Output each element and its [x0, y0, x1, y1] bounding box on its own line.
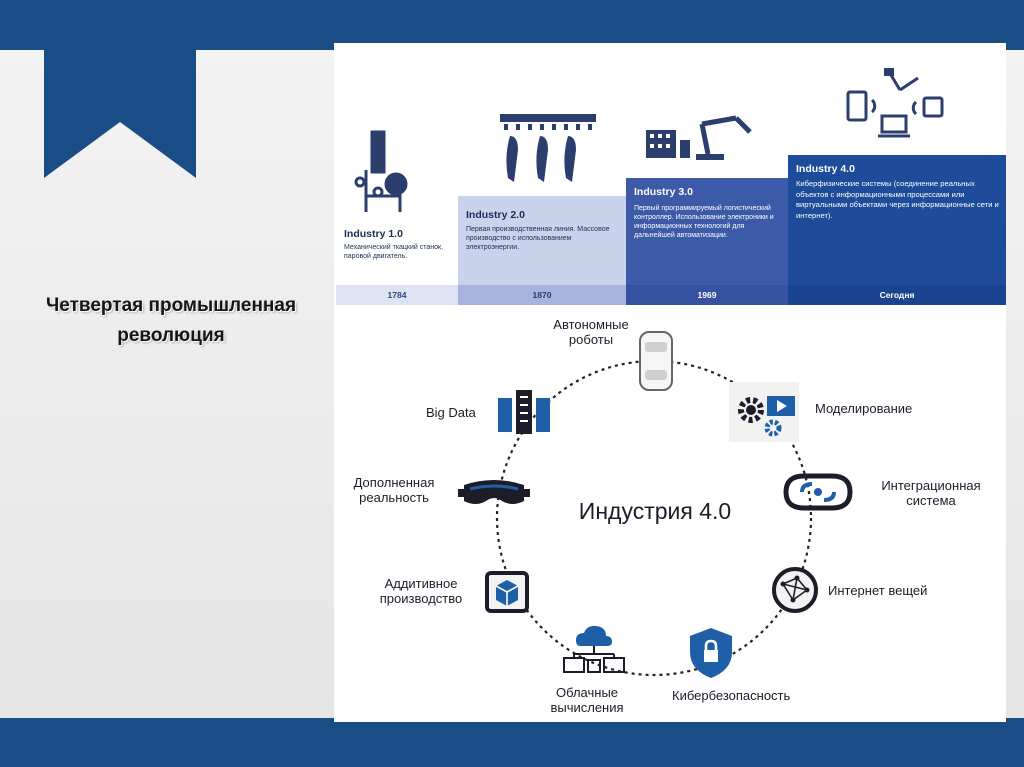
stage-description: Киберфизические системы (соединение реальных объектов с информационными процессами или виртуальными объектами через информационные сети и интернет). [796, 179, 999, 220]
node-label-additive-manufacturing: Аддитивное производство [379, 576, 463, 606]
big-data-server-icon [494, 388, 552, 436]
cloud-computing-icon [562, 622, 626, 676]
stage-heading: Industry 2.0 [466, 209, 525, 221]
stage-description: Первая производственная линия. Массовое производство с использованием электроэнергии. [466, 226, 610, 251]
stage-year: 1784 [336, 285, 458, 305]
stage-description: Первый программируемый логистический контроллер. Использование электроники и информационных технологий для дальнейшей автоматизации. [634, 205, 774, 239]
node-label-big-data: Big Data [426, 405, 476, 420]
cycle-center-label: Индустрия 4.0 [578, 498, 732, 524]
node-label-modeling: Моделирование [815, 401, 913, 416]
modeling-gears-icon [729, 382, 799, 442]
node-label-augmented-reality: Дополненная реальность [353, 475, 435, 505]
integration-system-icon [780, 472, 856, 512]
stage-description: Механический ткацкий станок, паровой двигатель. [344, 244, 444, 260]
node-label-cloud-computing: Облачные вычисления [550, 685, 624, 715]
shield-lock-icon [688, 626, 734, 680]
vr-headset-icon [458, 475, 530, 511]
node-label-cybersecurity: Кибербезопасность [672, 688, 791, 703]
node-label-integration-system: Интеграционная система [881, 478, 981, 508]
stage-year: Сегодня [788, 285, 1006, 305]
3d-printer-icon [484, 570, 530, 614]
stage-heading: Industry 3.0 [634, 186, 693, 198]
node-label-iot: Интернет вещей [828, 583, 928, 598]
stage-year: 1969 [626, 285, 788, 305]
iot-network-icon [771, 566, 819, 614]
node-label-autonomous-robots: Автономные роботы [553, 317, 629, 347]
stage-heading: Industry 4.0 [796, 163, 855, 175]
stage-year: 1870 [458, 285, 626, 305]
slide-title: Четвертая промышленная революция [45, 295, 297, 346]
stage-heading: Industry 1.0 [344, 228, 403, 240]
